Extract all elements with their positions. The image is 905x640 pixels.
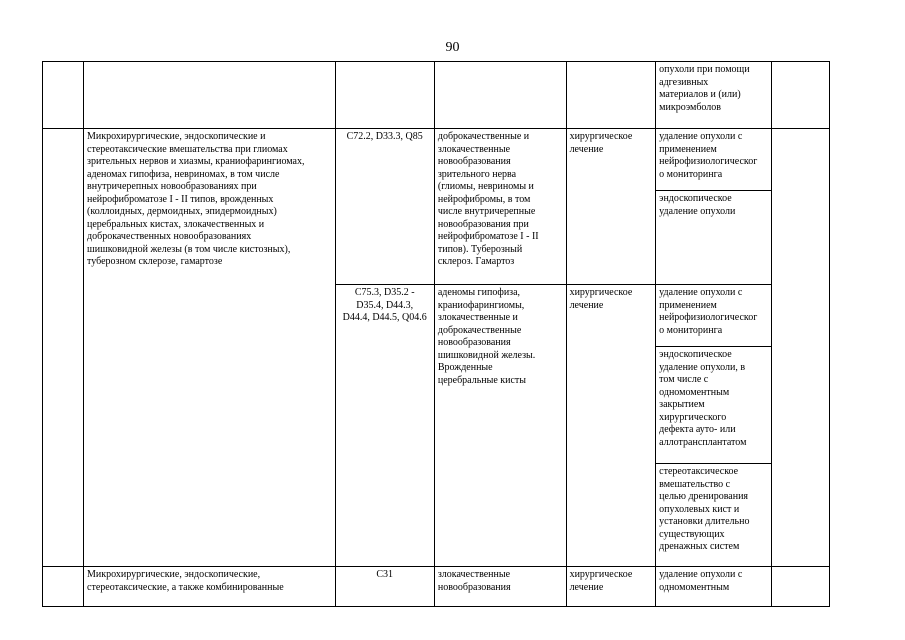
cell-treatment-method: опухоли при помощи адгезивных материалов и (или) микроэмболов: [656, 62, 772, 129]
cell-care-type: Микрохирургические, эндоскопические и стереотаксические вмешательства при глиомах зрительных нервов и хиазмы, краниофарингиомах, аденомах гипофиза, невриномах, в том числе внутричерепных новообразованиях при нейрофиброматозе I - II типов, врожденных (коллоидных, дермоидных, эпидермоидных) церебральных кистах, злокачественных и доброкачественных новообразованиях шишковидной железы (в том числе кистозных), туберозном склерозе, гамартозе: [84, 129, 336, 567]
cell-patient-model: [434, 62, 566, 129]
cell-number: [43, 62, 84, 129]
table-row: [43, 62, 830, 129]
cell-patient-model: доброкачественные и злокачественные новообразования зрительного нерва (глиомы, невриномы и нейрофибромы, в том числе внутричерепные новообразования при нейрофиброматозе I - II типов). Туберозный склероз. Гамартоз: [434, 129, 566, 285]
cell-standard: [771, 62, 829, 129]
cell-standard: [771, 129, 829, 567]
cell-treatment-type: хирургическое лечение: [566, 129, 656, 285]
page-number: 90: [445, 40, 460, 55]
cell-treatment-method: удаление опухоли с применением нейрофизиологическог о мониторинга: [656, 129, 772, 191]
cell-care-type: Микрохирургические, эндоскопические, стереотаксические, а также комбинированные: [84, 567, 336, 607]
cell-treatment-method: удаление опухоли с одномоментным: [656, 567, 772, 607]
cell-icd-codes: C72.2, D33.3, Q85: [335, 129, 434, 285]
cell-treatment-type: хирургическое лечение: [566, 285, 656, 567]
cell-treatment-method: удаление опухоли с применением нейрофизиологическог о мониторинга: [656, 285, 772, 347]
cell-number: [43, 567, 84, 607]
cell-treatment-method: стереотаксическое вмешательство с целью дренирования опухолевых кист и установки длительно существующих дренажных систем: [656, 464, 772, 567]
cell-treatment-method: эндоскопическое удаление опухоли, в том числе с одномоментным закрытием хирургического дефекта ауто- или аллотрансплантатом: [656, 347, 772, 464]
table-row: [43, 129, 830, 191]
cell-standard: [771, 567, 829, 607]
cell-icd-codes: C75.3, D35.2 - D35.4, D44.3, D44.4, D44.5, Q04.6: [335, 285, 434, 567]
table-row: [43, 567, 830, 607]
cell-treatment-type: хирургическое лечение: [566, 567, 656, 607]
cell-care-type: [84, 62, 336, 129]
medical-care-table: [42, 61, 830, 607]
cell-treatment-type: [566, 62, 656, 129]
cell-patient-model: аденомы гипофиза, краниофарингиомы, злокачественные и доброкачественные новообразования шишковидной железы. Врожденные церебральные кисты: [434, 285, 566, 567]
cell-icd-codes: [335, 62, 434, 129]
cell-treatment-method: эндоскопическое удаление опухоли: [656, 191, 772, 285]
cell-patient-model: злокачественные новообразования: [434, 567, 566, 607]
cell-icd-codes: C31: [335, 567, 434, 607]
cell-number: [43, 129, 84, 567]
